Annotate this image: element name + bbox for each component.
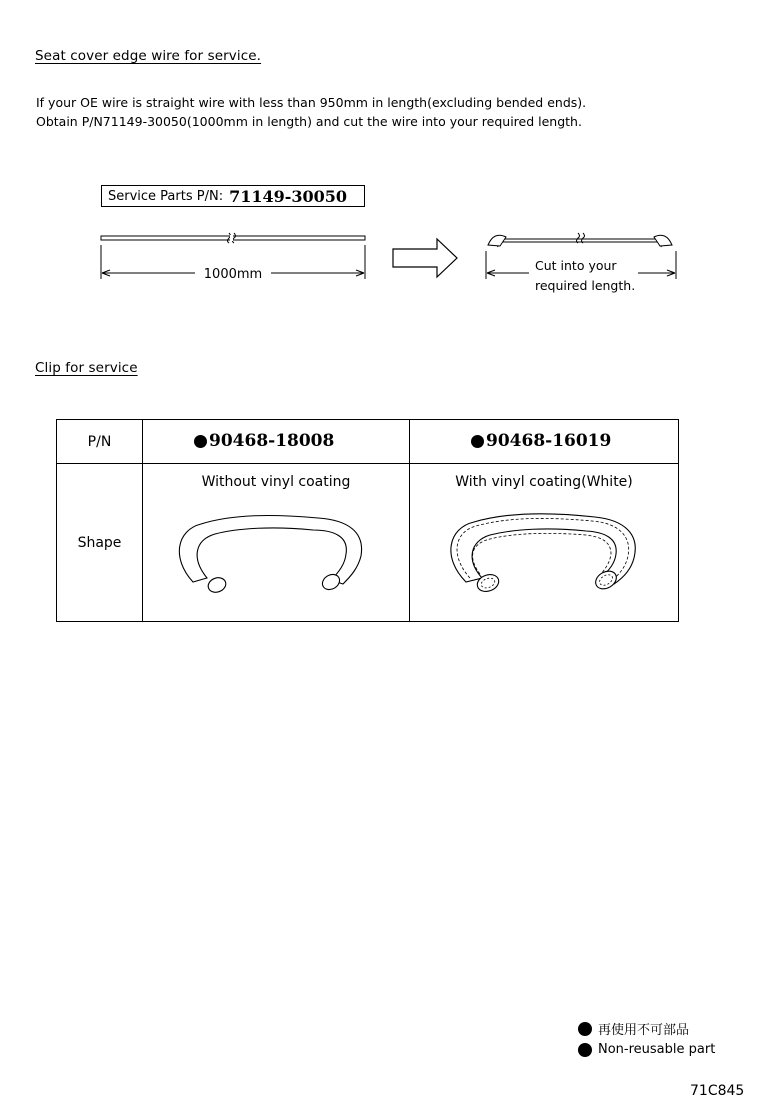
clip-description: With vinyl coating(White) [455,474,633,490]
figure-code: 71C845 [690,1083,745,1099]
clip-coated-illustration [410,492,679,602]
wire-instruction-line-2: Obtain P/N71149-30050(1000mm in length) and cut the wire into your required length. [36,114,582,129]
straight-wire [101,233,365,243]
bent-wire [488,233,672,247]
clip-section-heading: Clip for service [35,360,138,376]
service-part-prefix: Service Parts P/N: [108,188,224,204]
service-part-number: 71149-30050 [229,186,348,206]
non-reusable-marker-icon [578,1022,592,1036]
cut-label-line-2: required length. [535,278,636,293]
legend [578,1018,715,1060]
clip-shape-cell [143,464,410,622]
legend-item-english [578,1039,715,1060]
legend-japanese-label: 再使用不可部品 [598,1023,690,1038]
clip-part-number: 90468-18008 [209,431,335,451]
shape-header: Shape [57,464,143,622]
non-reusable-marker-icon [578,1043,592,1057]
service-part-box [101,185,365,207]
non-reusable-marker-icon [471,435,484,448]
non-reusable-marker-icon [194,435,207,448]
length-label: 1000mm [203,267,263,282]
clip-pn-cell [143,420,410,464]
pn-header: P/N [57,420,143,464]
clip-shape-cell [410,464,679,622]
clip-part-number: 90468-16019 [486,431,612,451]
arrow-icon [393,239,457,277]
clip-description: Without vinyl coating [201,474,351,490]
legend-item-japanese [578,1018,715,1039]
clip-uncoated-illustration [143,492,410,602]
wire-section-heading: Seat cover edge wire for service. [35,48,262,64]
cut-label-line-1: Cut into your [535,258,617,273]
wire-instruction-line-1: If your OE wire is straight wire with less than 950mm in length(excluding bended ends). [36,95,587,110]
clip-table-header-row [57,420,679,464]
legend-english-label: Non-reusable part [598,1042,716,1057]
clip-pn-cell [410,420,679,464]
clip-table [56,419,679,622]
clip-table-shape-row [57,464,679,622]
